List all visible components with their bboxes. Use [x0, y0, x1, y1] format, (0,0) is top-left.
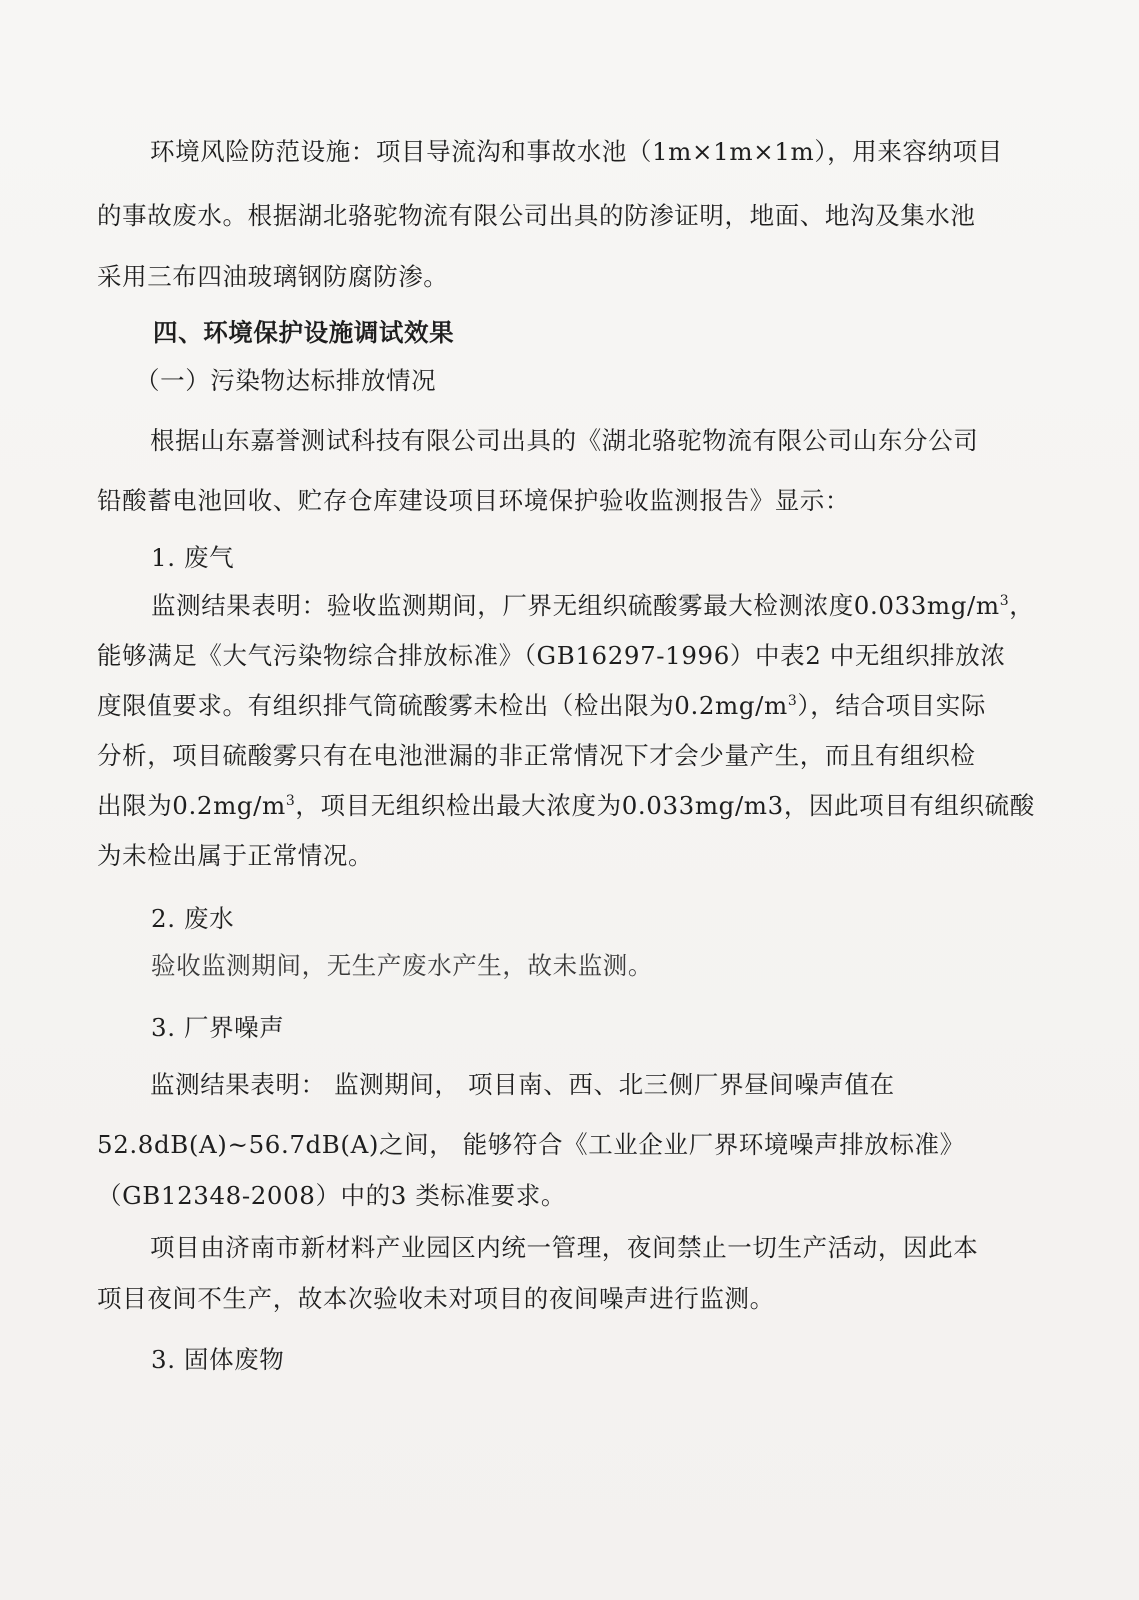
- gas-line-5: 出限为$0.2mg/m^3$，项目无组织检出最大浓度为0.033mg/m3，因此项目有组织硫酸: [97, 791, 1035, 820]
- gas-line-2: 能够满足《大气污染物综合排放标准》（GB16297-1996）中表2 中无组织排放浓: [97, 641, 1006, 670]
- water-heading: 2. 废水: [151, 904, 235, 933]
- risk-paragraph-line-3: 采用三布四油玻璃钢防腐防渗。: [97, 262, 449, 291]
- noise-line-4: 项目由济南市新材料产业园区内统一管理，夜间禁止一切生产活动，因此本: [150, 1233, 979, 1262]
- basis-paragraph-line-1: 根据山东嘉誉测试科技有限公司出具的《湖北骆驼物流有限公司山东分公司: [150, 426, 979, 455]
- basis-paragraph-line-2: 铅酸蓄电池回收、贮存仓库建设项目环境保护验收监测报告》显示：: [97, 486, 850, 515]
- noise-line-3: （GB12348-2008）中的3 类标准要求。: [97, 1181, 566, 1210]
- risk-paragraph-line-1: 环境风险防范设施：项目导流沟和事故水池（1m×1m×1m），用来容纳项目: [150, 137, 1003, 166]
- gas-heading: 1. 废气: [151, 543, 235, 572]
- section-4-heading: 四、环境保护设施调试效果: [153, 318, 455, 347]
- noise-line-2: 52.8dB(A)~56.7dB(A)之间， 能够符合《工业企业厂界环境噪声排放标准》: [97, 1130, 965, 1159]
- subsection-1-heading: （一）污染物达标排放情况: [135, 366, 437, 395]
- risk-paragraph-line-2: 的事故废水。根据湖北骆驼物流有限公司出具的防渗证明，地面、地沟及集水池: [97, 201, 976, 230]
- noise-heading: 3. 厂界噪声: [151, 1013, 285, 1042]
- solid-waste-heading: 3. 固体废物: [151, 1345, 285, 1374]
- water-line-1: 验收监测期间，无生产废水产生，故未监测。: [151, 951, 653, 980]
- gas-line-3: 度限值要求。有组织排气筒硫酸雾未检出（检出限为$0.2mg/m^3$），结合项目实际: [97, 691, 986, 720]
- gas-line-4: 分析，项目硫酸雾只有在电池泄漏的非正常情况下才会少量产生，而且有组织检: [97, 741, 976, 770]
- noise-line-1: 监测结果表明： 监测期间， 项目南、西、北三侧厂界昼间噪声值在: [150, 1070, 895, 1099]
- gas-line-6: 为未检出属于正常情况。: [97, 841, 374, 870]
- noise-line-5: 项目夜间不生产，故本次验收未对项目的夜间噪声进行监测。: [97, 1284, 775, 1313]
- gas-line-1: 监测结果表明：验收监测期间，厂界无组织硫酸雾最大检测浓度$0.033mg/m^3$，: [151, 591, 1035, 620]
